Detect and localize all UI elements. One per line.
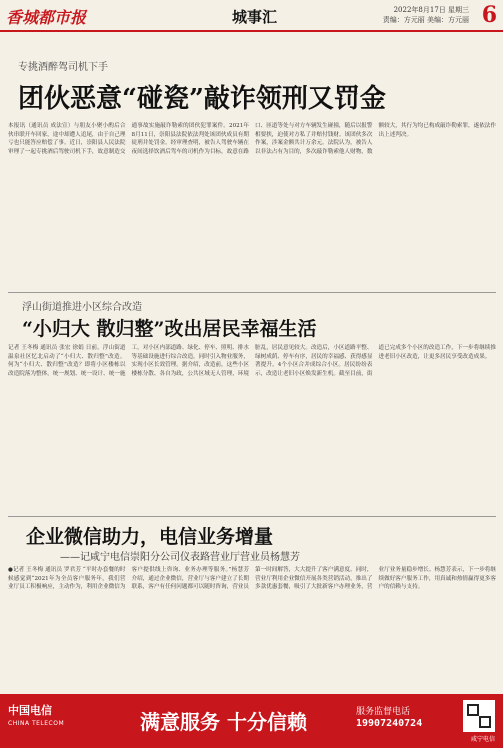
date-line: 2022年8月17日 星期三 [393,6,469,14]
article3-headline: 企业微信助力，电信业务增量 [26,526,274,548]
telecom-advert-banner [0,694,503,748]
divider [8,292,496,293]
page-info [383,5,469,25]
article1-kicker: 专挑酒醉驾司机下手 [18,62,108,73]
article3-body: ●记者 王冬梅 通讯员 罗君芳 “平时办套餐的时候感觉到“2021年为全员客户服务年，我们营业厅员工积极响应，主动作为，利用企业微信为客户提供线上咨询、业务办理等服务。”杨慧芳介绍，通过企业微信，营业厅与客户建立了长期联系，客户有任何问题都可以随时咨询，营业员第一时间解答，大大提升了客户满意度。同时，营业厅利用企业微信开展各类营销活动，推出了多款优惠套餐，吸引了大批新客户办理业务，营业厅业务量稳步增长。杨慧芳表示，下一步将继续做好客户服务工作，用真诚和热情赢得更多客户的信赖与支持。 [8,567,496,591]
advert-slogan: 满意服务 十分信赖 [140,710,307,734]
hotline-number: 19907240724 [356,718,423,729]
hotline-label: 服务监督电话 [356,707,411,717]
article3-subhead: ——记咸宁电信崇阳分公司仪表路营业厅营业员杨慧芳 [60,552,300,563]
article1-body: 本报讯（通讯员 成法宣）与朋友小聚小酌后合伙串联开车回家，途中却遭人追尾，由于自己理亏也只能答应赔偿了事。近日，崇阳县人民法院审理了一起专挑酒后驾驶司机下手，故意制造交通事故实施敲诈勒索的团伙犯罪案件。2021年8月11日，崇阳县法院依法判处该团伙成员有期徒刑并处罚金。经审理查明，被告人驾驶车辆在夜间选择饮酒后驾车的司机作为目标，故意在路口、匝道等处与对方车辆发生碰撞，随后以报警相要挟，迫使对方私了并赔付钱财。该团伙多次作案，涉案金额共计万余元。法院认为，被告人以非法占有为目的，多次敲诈勒索他人财物，数额较大，其行为均已构成敲诈勒索罪，遂依法作出上述判决。 [8,123,496,155]
newspaper-brand: 香城都市报 [6,8,87,27]
article1-headline: 团伙恶意“碰瓷”敲诈领刑又罚金 [18,84,386,114]
section-title: 城事汇 [232,8,278,26]
telecom-logo: 中国电信 [8,704,52,717]
divider [8,516,496,517]
article2-body: 记者 王冬梅 通讯员 张宏 徐娟 日前，浮山街道温泉社区忆北启动了“小归大、散归整”改造。何为“小归大、散归整”改造？即将小区楼栋以改造院落为整体，统一规划、统一设计、统一施工，对小区内部道路、绿化、停车、照明、排水等基础设施进行综合改造，同时引入物业服务，实现小区长效管理。据介绍，改造前，这些小区楼栋分散、各自为政，公共区域无人管理，环境脏乱，居民意见较大。改造后，小区道路平整、绿树成荫、停车有序，居民的幸福感、获得感显著提升。4个小区合并成综合小区。居民纷纷表示，改造让老旧小区焕发新生机。截至目前，街道已完成多个小区的改造工作，下一步将继续推进老旧小区改造，让更多居民享受改造成果。 [8,345,496,377]
qr-code-icon [463,700,495,732]
telecom-logo-en: CHINA TELECOM [8,720,65,727]
masthead [0,0,503,32]
article2-kicker: 浮山街道推进小区综合改造 [22,302,142,313]
page-number: 6 [481,2,497,28]
article2-headline: “小归大 散归整”改出居民幸福生活 [22,318,317,340]
editor-line: 责编：方元丽 美编：方元丽 [382,16,469,24]
advert-tail: 咸宁电信 [470,736,495,743]
